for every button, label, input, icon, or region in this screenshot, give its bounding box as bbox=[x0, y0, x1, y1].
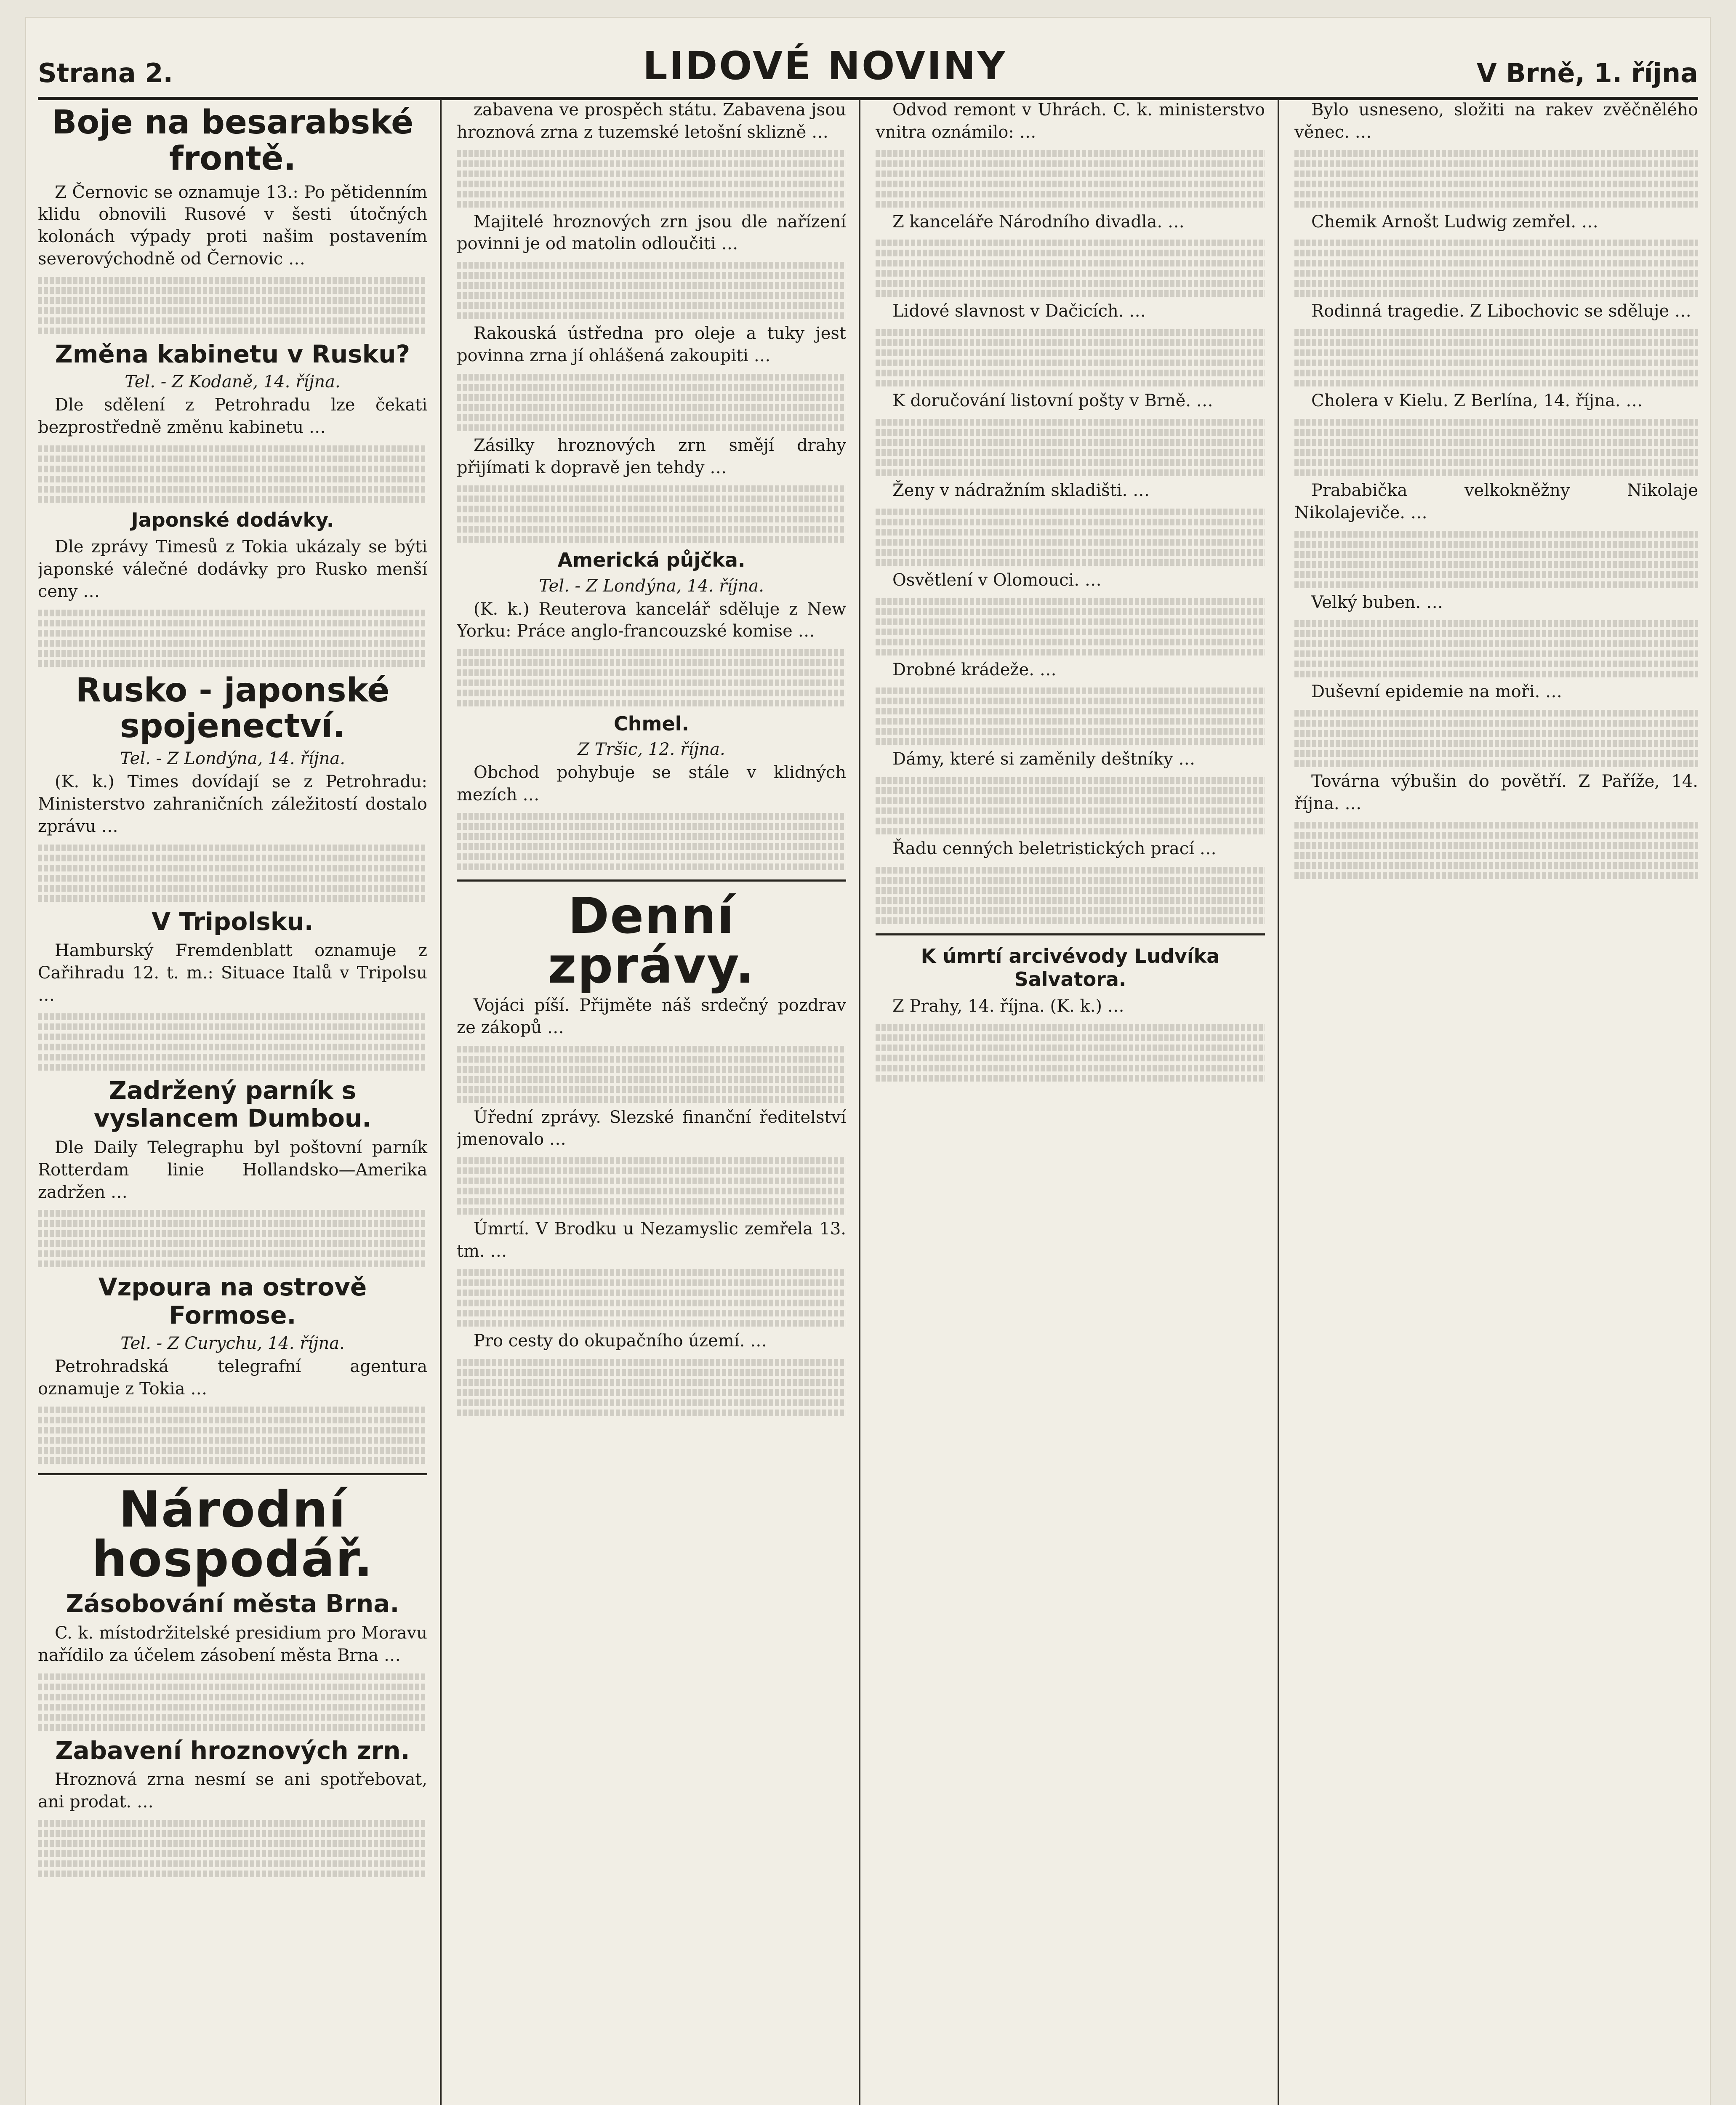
text-line-placeholder bbox=[38, 875, 427, 882]
text-line-placeholder bbox=[876, 270, 1265, 277]
article-paragraph: Rodinná tragedie. Z Libochovic se sděluje … bbox=[1311, 301, 1691, 321]
article-paragraph: Dle sdělení z Petrohradu lze čekati bezprostředně změnu kabinetu … bbox=[38, 395, 427, 437]
text-line-placeholder bbox=[38, 1220, 427, 1227]
article-paragraph: C. k. místodržitelské presidium pro Moravu nařídilo za účelem zásobení města Brna … bbox=[38, 1623, 427, 1665]
text-line-placeholder bbox=[457, 1269, 846, 1276]
text-line-placeholder bbox=[876, 339, 1265, 346]
text-line-placeholder bbox=[1294, 671, 1698, 677]
article-headline: Chmel. bbox=[614, 712, 689, 735]
article-paragraph: Pro cesty do okupačního území. … bbox=[474, 1331, 767, 1351]
text-line-placeholder bbox=[38, 660, 427, 667]
dateline: Tel. - Z Londýna, 14. října. bbox=[539, 576, 764, 596]
text-line-placeholder bbox=[38, 1714, 427, 1721]
text-line-placeholder bbox=[1294, 842, 1698, 849]
text-line-placeholder bbox=[457, 1389, 846, 1396]
text-line-placeholder bbox=[38, 287, 427, 294]
text-line-placeholder bbox=[457, 526, 846, 533]
column-3 bbox=[876, 99, 1279, 2105]
text-line-placeholder bbox=[1294, 459, 1698, 466]
text-line-placeholder bbox=[457, 1198, 846, 1204]
text-line-placeholder bbox=[876, 240, 1265, 246]
text-line-placeholder bbox=[1294, 531, 1698, 538]
text-line-placeholder bbox=[38, 1407, 427, 1413]
article-headline: Zadržený parník s vyslancem Dumbou. bbox=[93, 1076, 372, 1133]
text-line-placeholder bbox=[38, 885, 427, 892]
text-line-placeholder bbox=[457, 1359, 846, 1366]
text-line-placeholder bbox=[457, 150, 846, 157]
text-line-placeholder bbox=[38, 1427, 427, 1434]
text-line-placeholder bbox=[1294, 760, 1698, 767]
column-4 bbox=[1294, 99, 1698, 2105]
text-line-placeholder bbox=[457, 506, 846, 512]
text-line-placeholder bbox=[38, 895, 427, 902]
text-line-placeholder bbox=[876, 718, 1265, 725]
text-line-placeholder bbox=[1294, 360, 1698, 366]
text-line-placeholder bbox=[457, 292, 846, 299]
text-line-placeholder bbox=[1294, 862, 1698, 869]
text-line-placeholder bbox=[457, 1157, 846, 1164]
text-line-placeholder bbox=[38, 1260, 427, 1267]
article-headline: Národní hospodář. bbox=[91, 1480, 374, 1588]
text-line-placeholder bbox=[457, 272, 846, 279]
text-line-placeholder bbox=[38, 855, 427, 861]
article-paragraph: zabavena ve prospěch státu. Zabavena jsou hroznová zrna z tuzemské letošní sklizně … bbox=[457, 100, 846, 142]
text-line-placeholder bbox=[38, 456, 427, 462]
text-line-placeholder bbox=[876, 618, 1265, 625]
article-paragraph: Vojáci píší. Přijměte náš srdečný pozdrav ze zákopů … bbox=[457, 995, 846, 1037]
text-line-placeholder bbox=[38, 486, 427, 493]
article-paragraph: Hamburský Fremdenblatt oznamuje z Cařihradu 12. t. m.: Situace Italů v Tripolsu … bbox=[38, 941, 427, 1005]
text-line-placeholder bbox=[457, 1290, 846, 1296]
columns bbox=[38, 99, 1698, 2105]
article-headline: Boje na besarabské frontě. bbox=[52, 104, 413, 178]
text-line-placeholder bbox=[876, 529, 1265, 536]
text-line-placeholder bbox=[1294, 640, 1698, 647]
page-number: Strana 2. bbox=[38, 58, 173, 88]
article-paragraph: (K. k.) Times dovídají se z Petrohradu: Ministerstvo zahraničních záležitostí dostalo zprávu … bbox=[38, 772, 427, 836]
text-line-placeholder bbox=[1294, 620, 1698, 627]
text-line-placeholder bbox=[876, 349, 1265, 356]
text-line-placeholder bbox=[1294, 469, 1698, 476]
text-line-placeholder bbox=[876, 429, 1265, 436]
text-line-placeholder bbox=[1294, 581, 1698, 588]
text-line-placeholder bbox=[876, 797, 1265, 804]
text-line-placeholder bbox=[1294, 822, 1698, 829]
text-line-placeholder bbox=[457, 1310, 846, 1316]
text-line-placeholder bbox=[876, 738, 1265, 745]
text-line-placeholder bbox=[876, 1075, 1265, 1082]
text-line-placeholder bbox=[1294, 290, 1698, 297]
text-line-placeholder bbox=[457, 424, 846, 431]
text-line-placeholder bbox=[876, 290, 1265, 297]
section-divider bbox=[876, 933, 1265, 935]
text-line-placeholder bbox=[457, 312, 846, 319]
article-paragraph: Cholera v Kielu. Z Berlína, 14. října. … bbox=[1311, 391, 1643, 411]
text-line-placeholder bbox=[876, 897, 1265, 904]
article-headline: Japonské dodávky. bbox=[131, 509, 334, 532]
text-line-placeholder bbox=[457, 160, 846, 167]
text-line-placeholder bbox=[876, 608, 1265, 615]
text-line-placeholder bbox=[1294, 571, 1698, 578]
text-line-placeholder bbox=[38, 1417, 427, 1423]
text-line-placeholder bbox=[38, 1871, 427, 1877]
article-paragraph: Úmrtí. V Brodku u Nezamyslic zemřela 13. tm. … bbox=[457, 1219, 846, 1261]
text-line-placeholder bbox=[1294, 730, 1698, 737]
text-line-placeholder bbox=[457, 414, 846, 421]
text-line-placeholder bbox=[876, 708, 1265, 714]
text-line-placeholder bbox=[457, 1188, 846, 1194]
text-line-placeholder bbox=[457, 1379, 846, 1386]
dateline: Tel. - Z Curychu, 14. října. bbox=[120, 1333, 345, 1353]
text-line-placeholder bbox=[876, 649, 1265, 655]
text-line-placeholder bbox=[876, 867, 1265, 874]
text-line-placeholder bbox=[38, 1230, 427, 1237]
article-paragraph: Odvod remont v Uhrách. C. k. ministerstvo vnitra oznámilo: … bbox=[876, 100, 1265, 142]
text-line-placeholder bbox=[1294, 740, 1698, 747]
article-paragraph: Chemik Arnošt Ludwig zemřel. … bbox=[1311, 212, 1598, 232]
text-line-placeholder bbox=[1294, 650, 1698, 657]
text-line-placeholder bbox=[38, 1044, 427, 1050]
dateline: Tel. - Z Londýna, 14. října. bbox=[120, 749, 345, 769]
text-line-placeholder bbox=[876, 777, 1265, 784]
text-line-placeholder bbox=[457, 1046, 846, 1052]
text-line-placeholder bbox=[457, 659, 846, 666]
text-line-placeholder bbox=[1294, 439, 1698, 446]
text-line-placeholder bbox=[457, 262, 846, 269]
text-line-placeholder bbox=[457, 1369, 846, 1376]
text-line-placeholder bbox=[38, 317, 427, 324]
article-paragraph: (K. k.) Reuterova kancelář sděluje z New Yorku: Práce anglo-francouzské komise … bbox=[457, 599, 846, 641]
text-line-placeholder bbox=[38, 1210, 427, 1217]
text-line-placeholder bbox=[457, 669, 846, 676]
article-paragraph: Majitelé hroznových zrn jsou dle nařízení povinni je od matolin odloučiti … bbox=[457, 212, 846, 254]
text-line-placeholder bbox=[876, 260, 1265, 266]
text-line-placeholder bbox=[876, 598, 1265, 605]
text-line-placeholder bbox=[876, 818, 1265, 824]
article-headline: Americká půjčka. bbox=[557, 549, 746, 572]
text-line-placeholder bbox=[457, 690, 846, 696]
text-line-placeholder bbox=[1294, 872, 1698, 879]
text-line-placeholder bbox=[457, 485, 846, 492]
article-paragraph: Dle zprávy Timesů z Tokia ukázaly se býti japonské válečné dodávky pro Rusko menší ceny … bbox=[38, 537, 427, 601]
text-line-placeholder bbox=[876, 519, 1265, 525]
text-line-placeholder bbox=[876, 449, 1265, 456]
text-line-placeholder bbox=[457, 384, 846, 391]
text-line-placeholder bbox=[457, 1086, 846, 1093]
text-line-placeholder bbox=[876, 201, 1265, 208]
text-line-placeholder bbox=[1294, 832, 1698, 839]
text-line-placeholder bbox=[1294, 541, 1698, 548]
text-line-placeholder bbox=[1294, 370, 1698, 376]
masthead bbox=[38, 25, 1698, 100]
text-line-placeholder bbox=[38, 1830, 427, 1837]
article-paragraph: Dámy, které si zaměnily deštníky … bbox=[892, 749, 1195, 769]
text-line-placeholder bbox=[1294, 710, 1698, 717]
article-headline: Denní zprávy. bbox=[548, 886, 755, 994]
article-paragraph: Duševní epidemie na moři. … bbox=[1311, 682, 1563, 702]
text-line-placeholder bbox=[38, 328, 427, 334]
text-line-placeholder bbox=[38, 445, 427, 452]
text-line-placeholder bbox=[457, 833, 846, 840]
text-line-placeholder bbox=[1294, 661, 1698, 667]
text-line-placeholder bbox=[38, 1457, 427, 1464]
text-line-placeholder bbox=[38, 277, 427, 284]
text-line-placeholder bbox=[876, 887, 1265, 894]
text-line-placeholder bbox=[876, 549, 1265, 556]
text-line-placeholder bbox=[1294, 329, 1698, 336]
text-line-placeholder bbox=[457, 201, 846, 208]
text-line-placeholder bbox=[457, 843, 846, 850]
dateline: Tel. - Z Kodaně, 14. října. bbox=[125, 372, 341, 392]
text-line-placeholder bbox=[1294, 250, 1698, 256]
text-line-placeholder bbox=[876, 360, 1265, 366]
text-line-placeholder bbox=[457, 1096, 846, 1103]
text-line-placeholder bbox=[38, 1684, 427, 1690]
text-line-placeholder bbox=[457, 1399, 846, 1406]
article-paragraph: Osvětlení v Olomouci. … bbox=[892, 570, 1102, 590]
text-line-placeholder bbox=[457, 1066, 846, 1073]
text-line-placeholder bbox=[38, 1023, 427, 1030]
newspaper-page bbox=[25, 17, 1711, 2105]
text-line-placeholder bbox=[457, 191, 846, 197]
text-line-placeholder bbox=[876, 629, 1265, 635]
text-line-placeholder bbox=[1294, 630, 1698, 637]
text-line-placeholder bbox=[1294, 551, 1698, 558]
article-paragraph: Ženy v nádražním skladišti. … bbox=[892, 480, 1150, 500]
article-paragraph: Z kanceláře Národního divadla. … bbox=[892, 212, 1185, 232]
text-line-placeholder bbox=[876, 150, 1265, 157]
text-line-placeholder bbox=[876, 1024, 1265, 1031]
text-line-placeholder bbox=[38, 1840, 427, 1847]
dateline: Z Tršic, 12. října. bbox=[578, 740, 725, 759]
text-line-placeholder bbox=[1294, 429, 1698, 436]
text-line-placeholder bbox=[876, 329, 1265, 336]
text-line-placeholder bbox=[38, 1250, 427, 1257]
text-line-placeholder bbox=[38, 297, 427, 304]
article-paragraph: K doručování listovní pošty v Brně. … bbox=[892, 391, 1213, 411]
article-paragraph: Řadu cenných beletristických prací … bbox=[892, 839, 1217, 859]
text-line-placeholder bbox=[1294, 280, 1698, 287]
text-line-placeholder bbox=[457, 171, 846, 177]
text-line-placeholder bbox=[1294, 349, 1698, 356]
article-paragraph: Zásilky hroznových zrn smějí drahy přijímati k dopravě jen tehdy … bbox=[457, 435, 846, 477]
text-line-placeholder bbox=[1294, 260, 1698, 266]
text-line-placeholder bbox=[876, 877, 1265, 884]
article-headline: Změna kabinetu v Rusku? bbox=[55, 339, 410, 368]
text-line-placeholder bbox=[38, 496, 427, 503]
text-line-placeholder bbox=[876, 807, 1265, 814]
text-line-placeholder bbox=[1294, 561, 1698, 568]
text-line-placeholder bbox=[38, 1673, 427, 1680]
text-line-placeholder bbox=[1294, 171, 1698, 177]
text-line-placeholder bbox=[1294, 750, 1698, 757]
column-1 bbox=[38, 99, 442, 2105]
text-line-placeholder bbox=[1294, 270, 1698, 277]
article-headline: Zásobování města Brna. bbox=[66, 1589, 399, 1618]
text-line-placeholder bbox=[1294, 339, 1698, 346]
text-line-placeholder bbox=[876, 728, 1265, 735]
text-line-placeholder bbox=[38, 620, 427, 626]
article-headline: V Tripolsku. bbox=[152, 907, 314, 936]
text-line-placeholder bbox=[876, 828, 1265, 834]
text-line-placeholder bbox=[38, 610, 427, 616]
article-headline: Vzpoura na ostrově Formose. bbox=[98, 1273, 367, 1330]
text-line-placeholder bbox=[457, 394, 846, 401]
article-paragraph: Bylo usneseno, složiti na rakev zvěčnělého věnec. … bbox=[1294, 100, 1698, 142]
text-line-placeholder bbox=[38, 1054, 427, 1060]
text-line-placeholder bbox=[38, 630, 427, 637]
text-line-placeholder bbox=[457, 863, 846, 870]
article-paragraph: Továrna výbušin do povětří. Z Paříže, 14. října. … bbox=[1294, 772, 1698, 813]
text-line-placeholder bbox=[1294, 852, 1698, 859]
text-line-placeholder bbox=[876, 559, 1265, 566]
text-line-placeholder bbox=[876, 698, 1265, 704]
article-headline: Zabavení hroznových zrn. bbox=[55, 1736, 410, 1765]
text-line-placeholder bbox=[38, 650, 427, 657]
article-paragraph: Hroznová zrna nesmí se ani spotřebovat, ani prodat. … bbox=[38, 1770, 427, 1812]
text-line-placeholder bbox=[876, 181, 1265, 187]
text-line-placeholder bbox=[1294, 720, 1698, 727]
article-paragraph: Rakouská ústředna pro oleje a tuky jest povinna zrna jí ohlášená zakoupiti … bbox=[457, 324, 846, 365]
text-line-placeholder bbox=[38, 307, 427, 314]
text-line-placeholder bbox=[1294, 449, 1698, 456]
text-line-placeholder bbox=[38, 1240, 427, 1247]
text-line-placeholder bbox=[457, 404, 846, 411]
text-line-placeholder bbox=[876, 419, 1265, 426]
text-line-placeholder bbox=[876, 539, 1265, 546]
text-line-placeholder bbox=[38, 865, 427, 871]
text-line-placeholder bbox=[876, 687, 1265, 694]
text-line-placeholder bbox=[876, 1045, 1265, 1051]
text-line-placeholder bbox=[876, 917, 1265, 924]
text-line-placeholder bbox=[876, 639, 1265, 645]
article-paragraph: Z Prahy, 14. října. (K. k.) … bbox=[892, 997, 1124, 1016]
text-line-placeholder bbox=[457, 700, 846, 706]
text-line-placeholder bbox=[38, 1034, 427, 1040]
text-line-placeholder bbox=[876, 171, 1265, 177]
text-line-placeholder bbox=[457, 823, 846, 830]
article-paragraph: Obchod pohybuje se stále v klidných mezích … bbox=[457, 763, 846, 805]
text-line-placeholder bbox=[457, 1279, 846, 1286]
article-headline: Rusko - japonské spojenectví. bbox=[75, 671, 390, 746]
text-line-placeholder bbox=[876, 469, 1265, 476]
article-paragraph: Úřední zprávy. Slezské finanční ředitelství jmenovalo … bbox=[457, 1107, 846, 1149]
text-line-placeholder bbox=[1294, 150, 1698, 157]
text-line-placeholder bbox=[38, 1447, 427, 1454]
text-line-placeholder bbox=[457, 1320, 846, 1327]
text-line-placeholder bbox=[876, 250, 1265, 256]
text-line-placeholder bbox=[457, 516, 846, 522]
text-line-placeholder bbox=[38, 1820, 427, 1827]
text-line-placeholder bbox=[876, 509, 1265, 515]
text-line-placeholder bbox=[38, 1013, 427, 1020]
text-line-placeholder bbox=[876, 160, 1265, 167]
text-line-placeholder bbox=[457, 536, 846, 543]
text-line-placeholder bbox=[1294, 191, 1698, 197]
article-paragraph: Prababička velkokněžny Nikolaje Nikolajeviče. … bbox=[1294, 480, 1698, 522]
text-line-placeholder bbox=[457, 1076, 846, 1083]
text-line-placeholder bbox=[1294, 240, 1698, 246]
text-line-placeholder bbox=[457, 679, 846, 686]
article-paragraph: Velký buben. … bbox=[1311, 592, 1443, 612]
text-line-placeholder bbox=[38, 1694, 427, 1700]
text-line-placeholder bbox=[1294, 380, 1698, 386]
text-line-placeholder bbox=[38, 640, 427, 647]
section-divider bbox=[38, 1473, 427, 1475]
text-line-placeholder bbox=[457, 302, 846, 309]
text-line-placeholder bbox=[876, 1065, 1265, 1071]
text-line-placeholder bbox=[38, 1860, 427, 1867]
article-headline: K úmrtí arcivévody Ludvíka Salvatora. bbox=[921, 944, 1220, 991]
text-line-placeholder bbox=[38, 1850, 427, 1857]
text-line-placeholder bbox=[457, 649, 846, 656]
text-line-placeholder bbox=[38, 1064, 427, 1071]
text-line-placeholder bbox=[876, 439, 1265, 446]
text-line-placeholder bbox=[1294, 181, 1698, 187]
text-line-placeholder bbox=[457, 1167, 846, 1174]
article-paragraph: Drobné krádeže. … bbox=[892, 660, 1057, 679]
text-line-placeholder bbox=[38, 476, 427, 482]
article-paragraph: Dle Daily Telegraphu byl poštovní parník Rotterdam linie Hollandsko—Amerika zadržen … bbox=[38, 1138, 427, 1202]
text-line-placeholder bbox=[1294, 160, 1698, 167]
text-line-placeholder bbox=[876, 1034, 1265, 1041]
text-line-placeholder bbox=[38, 845, 427, 851]
text-line-placeholder bbox=[38, 1724, 427, 1731]
text-line-placeholder bbox=[457, 1410, 846, 1416]
column-2 bbox=[457, 99, 860, 2105]
text-line-placeholder bbox=[876, 280, 1265, 287]
article-paragraph: Z Černovic se oznamuje 13.: Po pětidenním klidu obnovili Rusové v šesti útočných kolonách výpady proti našim postavením severovýchodně od Černovic … bbox=[38, 182, 427, 269]
text-line-placeholder bbox=[1294, 419, 1698, 426]
text-line-placeholder bbox=[1294, 201, 1698, 208]
text-line-placeholder bbox=[876, 907, 1265, 914]
text-line-placeholder bbox=[457, 853, 846, 860]
text-line-placeholder bbox=[876, 459, 1265, 466]
text-line-placeholder bbox=[876, 191, 1265, 197]
section-divider bbox=[457, 879, 846, 882]
newspaper-title: LIDOVÉ NOVINY bbox=[643, 43, 1007, 88]
article-paragraph: Lidové slavnost v Dačicích. … bbox=[892, 301, 1146, 321]
text-line-placeholder bbox=[38, 1437, 427, 1444]
text-line-placeholder bbox=[457, 181, 846, 187]
text-line-placeholder bbox=[876, 370, 1265, 376]
text-line-placeholder bbox=[457, 282, 846, 289]
text-line-placeholder bbox=[876, 1055, 1265, 1061]
text-line-placeholder bbox=[457, 1208, 846, 1215]
text-line-placeholder bbox=[876, 380, 1265, 386]
text-line-placeholder bbox=[457, 1300, 846, 1306]
text-line-placeholder bbox=[457, 813, 846, 820]
text-line-placeholder bbox=[457, 1178, 846, 1184]
issue-date: V Brně, 1. října bbox=[1476, 58, 1698, 88]
text-line-placeholder bbox=[457, 374, 846, 381]
text-line-placeholder bbox=[457, 496, 846, 502]
text-line-placeholder bbox=[457, 1056, 846, 1063]
text-line-placeholder bbox=[38, 1704, 427, 1711]
text-line-placeholder bbox=[876, 787, 1265, 794]
text-line-placeholder bbox=[38, 466, 427, 472]
article-paragraph: Petrohradská telegrafní agentura oznamuje z Tokia … bbox=[38, 1356, 427, 1399]
